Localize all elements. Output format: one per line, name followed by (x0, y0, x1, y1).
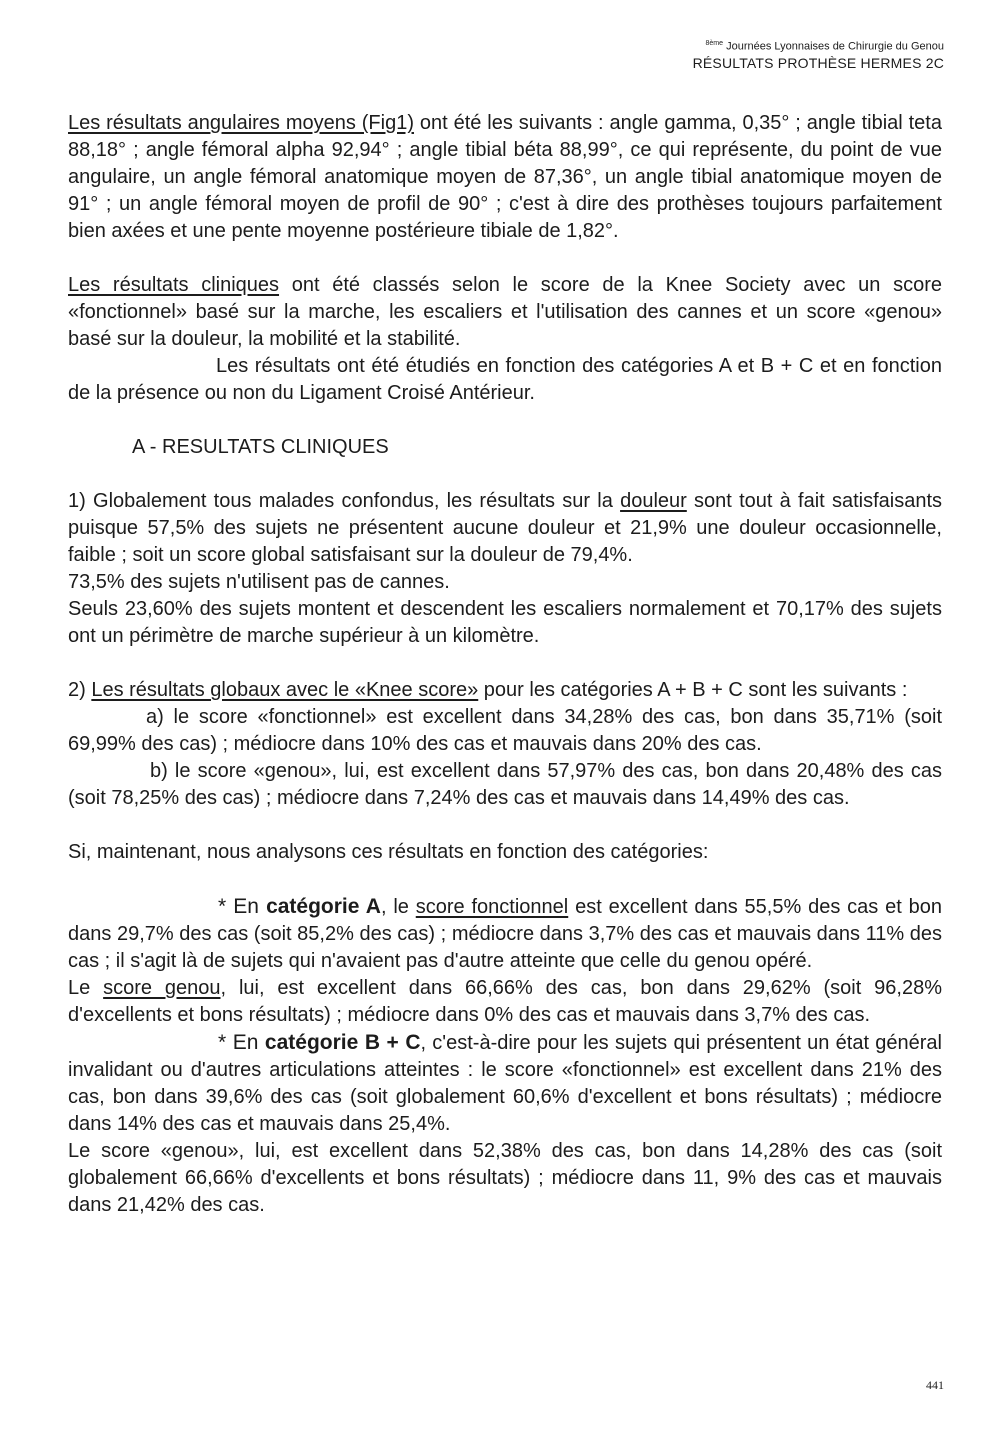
category-bc-label: catégorie B + C (264, 1031, 421, 1054)
functional-score-underlined: score fonctionnel (415, 896, 569, 918)
category-a-prefix: * En (218, 895, 267, 918)
chapter-title: RÉSULTATS PROTHÈSE HERMES 2C (692, 54, 944, 71)
category-bc-prefix: * En (218, 1031, 265, 1054)
paragraph-angular-results (68, 110, 942, 245)
pain-underlined: douleur (620, 490, 687, 512)
knee-score-text: pour les catégories A + B + C sont les suivants : (478, 679, 908, 701)
category-a-text-a: , le (380, 896, 416, 918)
clinical-results-heading: Les résultats cliniques (68, 274, 280, 296)
category-a-knee-text: , lui, est excellent dans 66,66% des cas, bon dans 29,62% (soit 96,28% d'excellents et bons résultats) ; médiocre dans 0% des cas et mauvais dans 3,7% des cas. (68, 977, 942, 1026)
category-a-label: catégorie A (266, 895, 381, 918)
paragraph-knee-score-b: b) le score «genou», lui, est excellent dans 57,97% des cas, bon dans 20,48% des cas (soit 78,25% des cas) ; médiocre dans 7,24% des cas et mauvais dans 14,49% des cas. (68, 760, 942, 809)
knee-score-underlined: score genou (103, 977, 221, 999)
paragraph-category-bc-knee: Le score «genou», lui, est excellent dans 52,38% des cas, bon dans 14,28% des cas (soit globalement 66,66% d'excellents et bons résultats) ; médiocre dans 11, 9% des cas et mauvais dans 21,42% des cas. (68, 1140, 942, 1216)
category-a-knee-prefix: Le (68, 977, 104, 999)
angular-results-text: ont été les suivants : angle gamma, 0,35° ; angle tibial teta 88,18° ; angle fémoral alpha 92,94° ; angle tibial béta 88,99°, ce qui représente, du point de vue angulaire, un angle fémoral anatomique moyen de 87,36°, un angle tibial anatomique moyen de 91° ; un angle fémoral moyen de profil de 90° ; c'est à dire des prothèses toujours parfaitement bien axées et une pente moyenne postérieure tibiale de 1,82°. (68, 112, 942, 242)
pain-text-a: 1) Globalement tous malades confondus, les résultats sur la (68, 490, 621, 512)
paragraph-category-a-knee (68, 975, 942, 1029)
paragraph-category-bc (68, 1029, 942, 1138)
pain-text-b: sont tout à fait satisfaisants puisque 57,5% des sujets ne présentent aucune douleur et 21,9% une douleur occasionnelle, faible ; soit un score global satisfaisant sur la douleur de 79,4%. (68, 490, 942, 566)
angular-results-heading: Les résultats angulaires moyens (Fig1) (68, 112, 414, 134)
conference-title: Journées Lyonnaises de Chirurgie du Genou (723, 40, 944, 53)
paragraph-clinical-results (68, 272, 942, 353)
paragraph-category-a (68, 893, 942, 975)
conference-name (693, 36, 944, 55)
paragraph-knee-score (68, 677, 942, 704)
category-bc-text: , c'est-à-dire pour les sujets qui présentent un état général invalidant ou d'autres articulations atteintes : le score «fonctionnel» est excellent dans 21% des cas, bon dans 39,6% des cas (soit globalement 60,6% d'excellent et bons résultats) ; médiocre dans 14% des cas et mauvais dans 25,4%. (68, 1032, 942, 1135)
paragraph-stairs-walking: Seuls 23,60% des sujets montent et descendent les escaliers normalement et 70,17% des sujets ont un périmètre de marche supérieur à un kilomètre. (68, 598, 942, 647)
document-body (68, 110, 942, 1219)
knee-score-number: 2) (68, 679, 92, 701)
page-number: 441 (926, 1378, 944, 1392)
paragraph-study-categories: Les résultats ont été étudiés en fonction des catégories A et B + C et en fonction de la présence ou non du Ligament Croisé Antérieur. (68, 355, 942, 404)
section-title: A - RESULTATS CLINIQUES (132, 436, 389, 458)
paragraph-canes: 73,5% des sujets n'utilisent pas de cannes. (68, 571, 450, 593)
paragraph-by-category-intro: Si, maintenant, nous analysons ces résultats en fonction des catégories: (68, 841, 709, 863)
paragraph-functional-score: a) le score «fonctionnel» est excellent dans 34,28% des cas, bon dans 35,71% (soit 69,99% des cas) ; médiocre dans 10% des cas et mauvais dans 20% des cas. (68, 706, 942, 755)
category-a-text-b: est excellent dans 55,5% des cas et bon dans 29,7% des cas (soit 85,2% des cas) ; médiocre dans 3,7% des cas et mauvais dans 11% des cas ; il s'agit là de sujets qui n'avaient pas d'autre atteinte que celle du genou opéré. (68, 896, 942, 972)
edition-number: 8ème (705, 40, 724, 47)
paragraph-pain-results (68, 488, 942, 569)
clinical-results-text: ont été classés selon le score de la Knee Society avec un score «fonctionnel» basé sur la marche, les escaliers et l'utilisation des cannes et un score «genou» basé sur la douleur, la mobilité et la stabilité. (68, 274, 942, 350)
running-header (693, 36, 944, 71)
knee-score-heading: Les résultats globaux avec le «Knee score» (91, 679, 479, 701)
